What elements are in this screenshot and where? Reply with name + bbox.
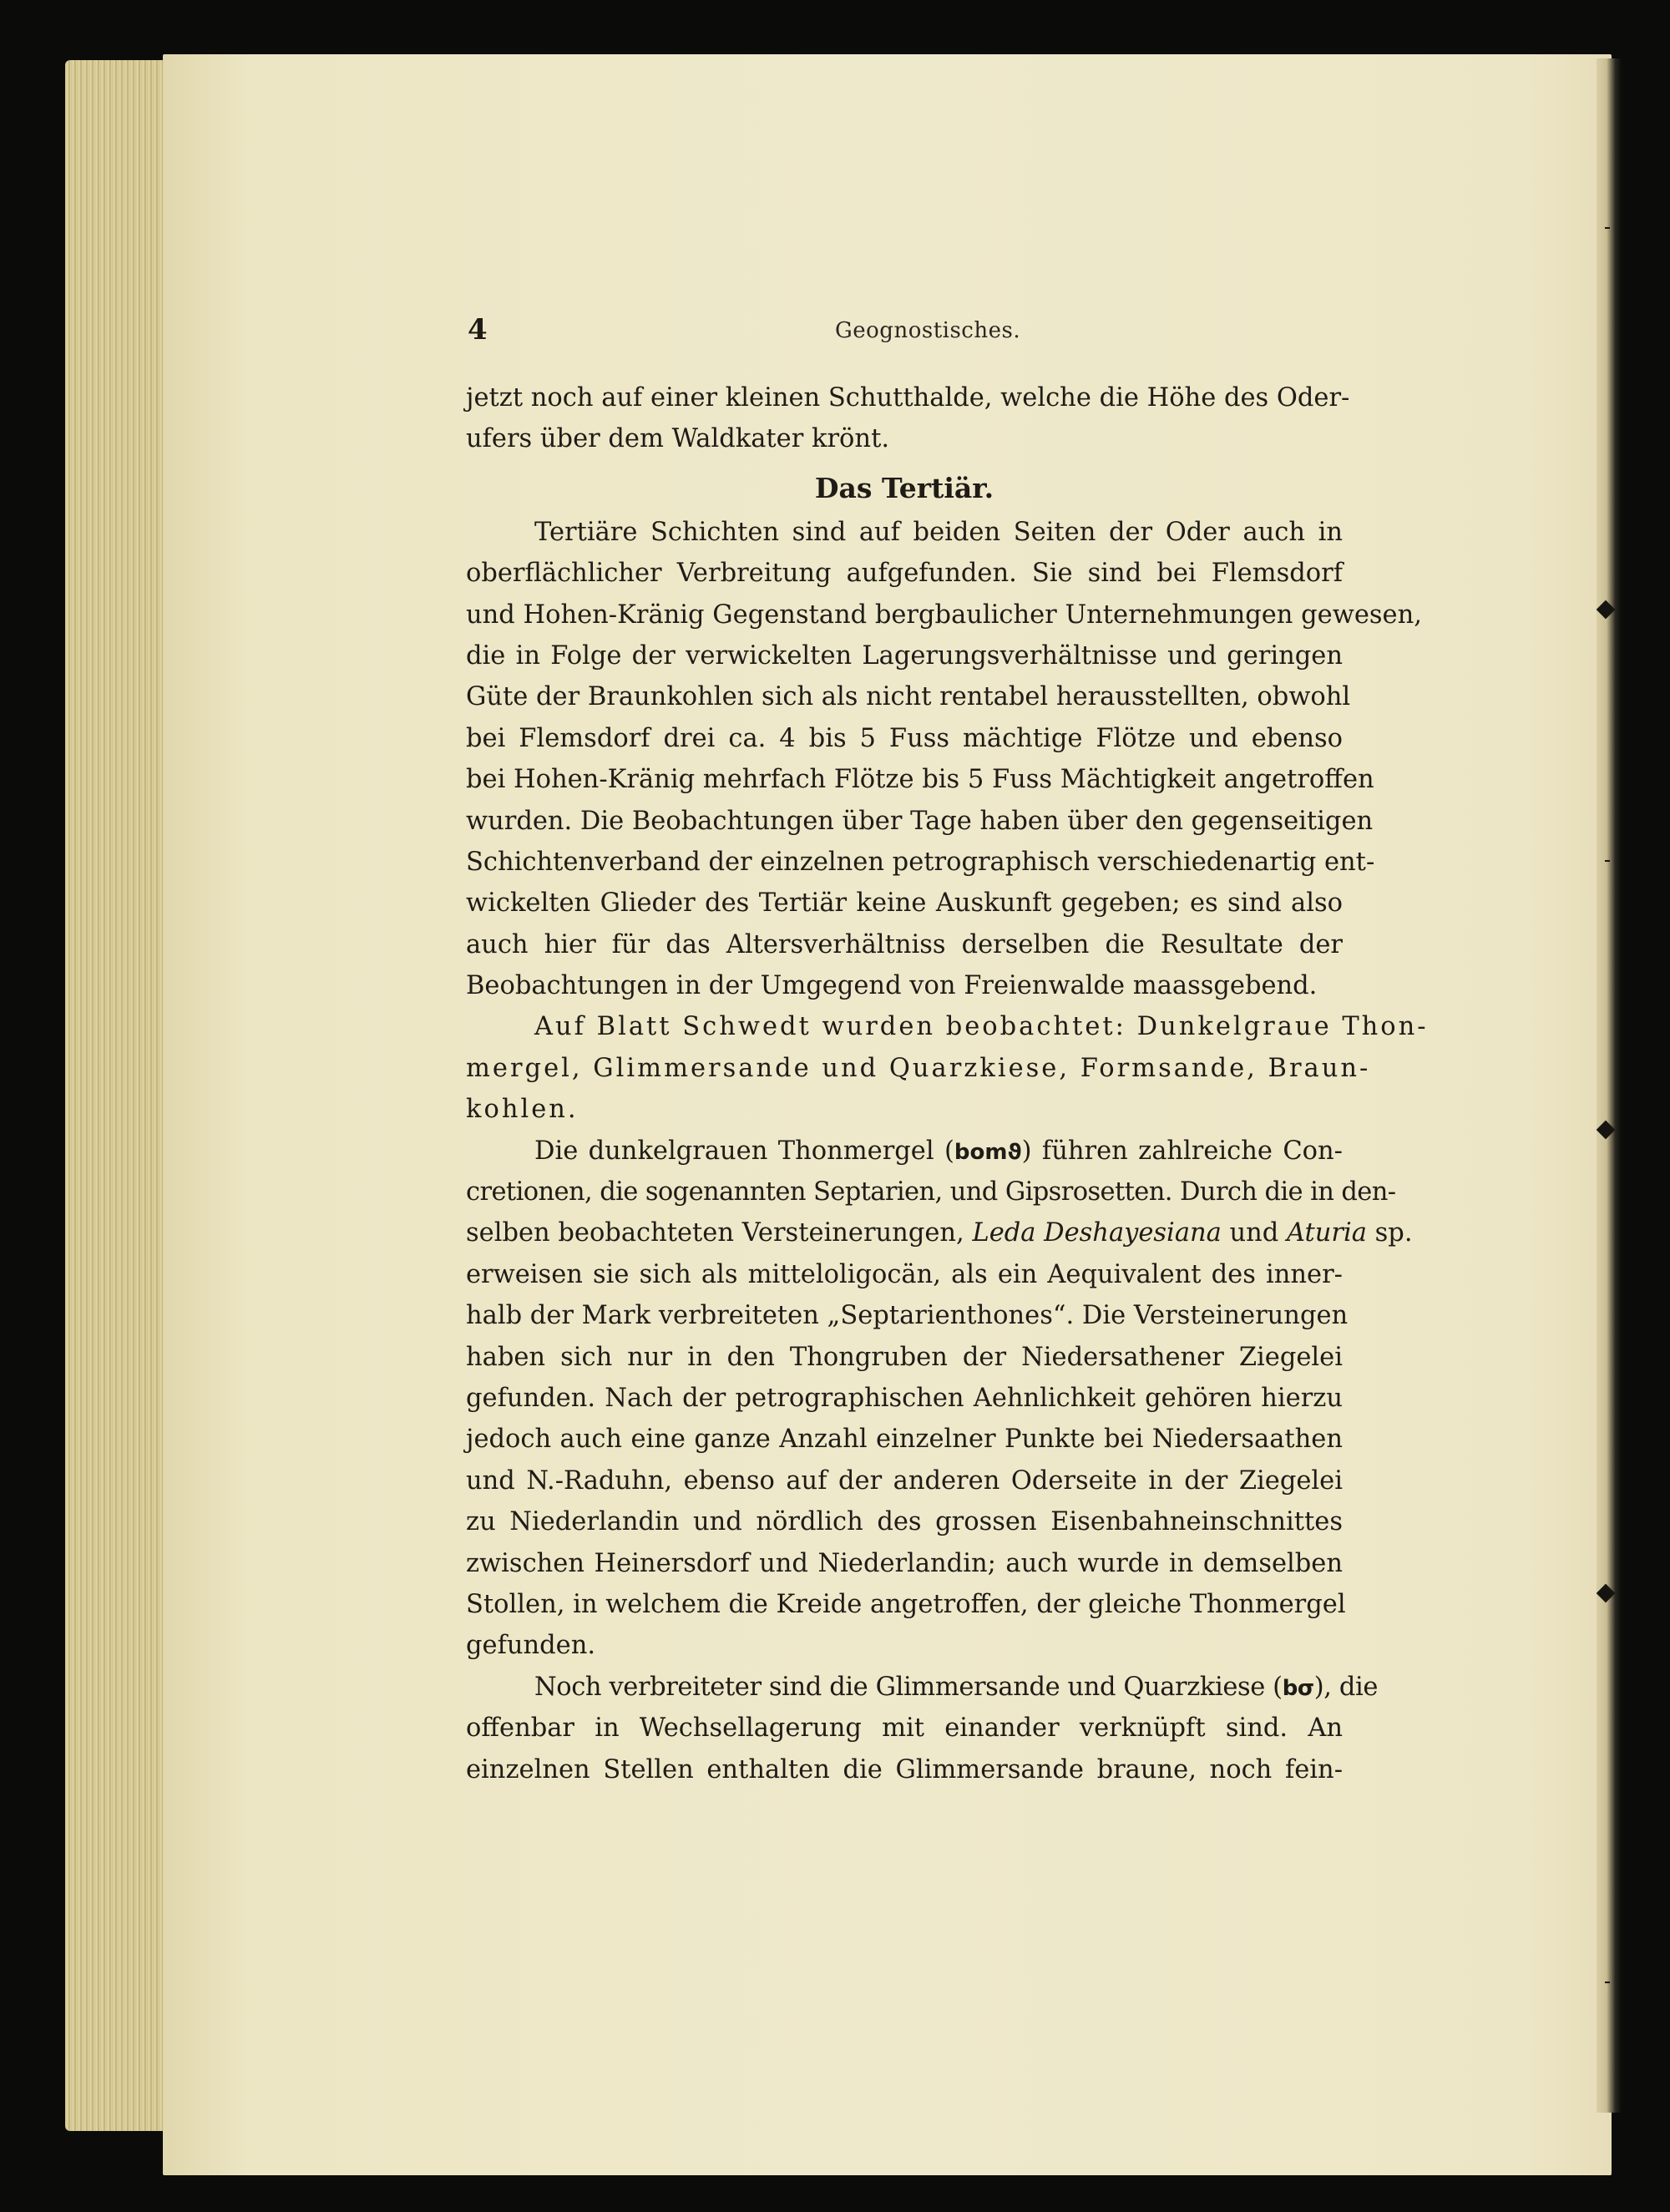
binding-thread-mark [1605, 227, 1610, 229]
binding-thread-mark [1605, 860, 1610, 862]
species-name: Aturia [1287, 1218, 1367, 1248]
text-line [466, 1667, 1378, 1708]
text-line: auch hier für das Altersverhältniss derselben die Resultate der [466, 929, 1343, 959]
text-line: Güte der Braunkohlen sich als nicht rentabel herausstellten, obwohl [466, 682, 1351, 712]
stratigraphic-symbol: bσ [1282, 1675, 1314, 1701]
text-fragment: ) führen zahlreiche Con- [1021, 1136, 1343, 1166]
text-line: ufers über dem Waldkater krönt. [466, 424, 890, 454]
text-line: jetzt noch auf einer kleinen Schutthalde, welche die Höhe des Oder- [466, 383, 1350, 413]
text-fragment: Die dunkelgrauen Thonmergel ( [534, 1136, 954, 1166]
text-line: zwischen Heinersdorf und Niederlandin; auch wurde in demselben [466, 1548, 1343, 1578]
text-line: cretionen, die sogenannten Septarien, und Gipsrosetten. Durch die in den- [466, 1177, 1396, 1207]
text-line: gefunden. Nach der petrographischen Aehnlichkeit gehören hierzu [466, 1383, 1343, 1413]
text-line: wickelten Glieder des Tertiär keine Auskunft gegeben; es sind also [466, 888, 1343, 919]
text-fragment: und [1221, 1218, 1288, 1248]
text-line: Stollen, in welchem die Kreide angetroffen, der gleiche Thonmergel [466, 1589, 1346, 1619]
book-page-edges [65, 60, 174, 2131]
main-text [466, 377, 1429, 1790]
text-line [466, 1212, 1413, 1253]
text-line: mergel, Glimmersande und Quarzkiese, Formsande, Braun- [466, 1053, 1371, 1083]
species-name: Leda Deshayesiana [972, 1218, 1222, 1248]
text-fragment: ), die [1313, 1672, 1378, 1702]
text-line: bei Flemsdorf drei ca. 4 bis 5 Fuss mächtige Flötze und ebenso [466, 723, 1343, 753]
text-line: gefunden. [466, 1631, 596, 1661]
book-binding-edge [1597, 58, 1622, 2113]
text-line: jedoch auch eine ganze Anzahl einzelner Punkte bei Niedersaathen [466, 1425, 1343, 1455]
text-line: erweisen sie sich als mitteloligocän, als ein Aequivalent des inner- [466, 1259, 1343, 1289]
stratigraphic-symbol: bomϑ [954, 1139, 1022, 1165]
text-line [466, 1131, 1343, 1172]
text-line: kohlen. [466, 1095, 579, 1125]
text-fragment: Noch verbreiteter sind die Glimmersande und Quarzkiese ( [534, 1672, 1283, 1702]
page-header [468, 313, 1340, 355]
text-line: wurden. Die Beobachtungen über Tage haben über den gegenseitigen [466, 806, 1374, 836]
text-line: Auf Blatt Schwedt wurden beobachtet: Dunkelgraue Thon- [534, 1012, 1429, 1042]
binding-thread-mark [1605, 1982, 1610, 1983]
page-number: 4 [468, 313, 488, 347]
text-line: bei Hohen-Kränig mehrfach Flötze bis 5 Fuss Mächtigkeit angetroffen [466, 765, 1374, 795]
text-fragment: selben beobachteten Versteinerungen, [466, 1218, 973, 1248]
text-line: Tertiäre Schichten sind auf beiden Seiten der Oder auch in [534, 517, 1343, 547]
text-line: offenbar in Wechsellagerung mit einander verknüpft sind. An [466, 1713, 1343, 1744]
section-heading: Das Tertiär. [814, 471, 994, 504]
text-line: die in Folge der verwickelten Lagerungsverhältnisse und geringen [466, 640, 1343, 671]
text-line: und Hohen-Kränig Gegenstand bergbaulicher Unternehmungen gewesen, [466, 600, 1422, 630]
running-title: Geognostisches. [835, 318, 1021, 343]
text-line: und N.-Raduhn, ebenso auf der anderen Oderseite in der Ziegelei [466, 1465, 1343, 1496]
text-line: oberflächlicher Verbreitung aufgefunden. Sie sind bei Flemsdorf [466, 559, 1343, 589]
text-line: einzelnen Stellen enthalten die Glimmersande braune, noch fein- [466, 1754, 1343, 1784]
text-line: haben sich nur in den Thongruben der Niedersathener Ziegelei [466, 1342, 1343, 1372]
text-fragment: sp. [1366, 1218, 1413, 1248]
text-line: halb der Mark verbreiteten „Septarienthones“. Die Versteinerungen [466, 1301, 1349, 1331]
text-line: Beobachtungen in der Umgegend von Freienwalde maassgebend. [466, 971, 1318, 1001]
text-line: zu Niederlandin und nördlich des grossen Eisenbahneinschnittes [466, 1507, 1343, 1537]
text-line: Schichtenverband der einzelnen petrographisch verschiedenartig ent- [466, 847, 1375, 877]
